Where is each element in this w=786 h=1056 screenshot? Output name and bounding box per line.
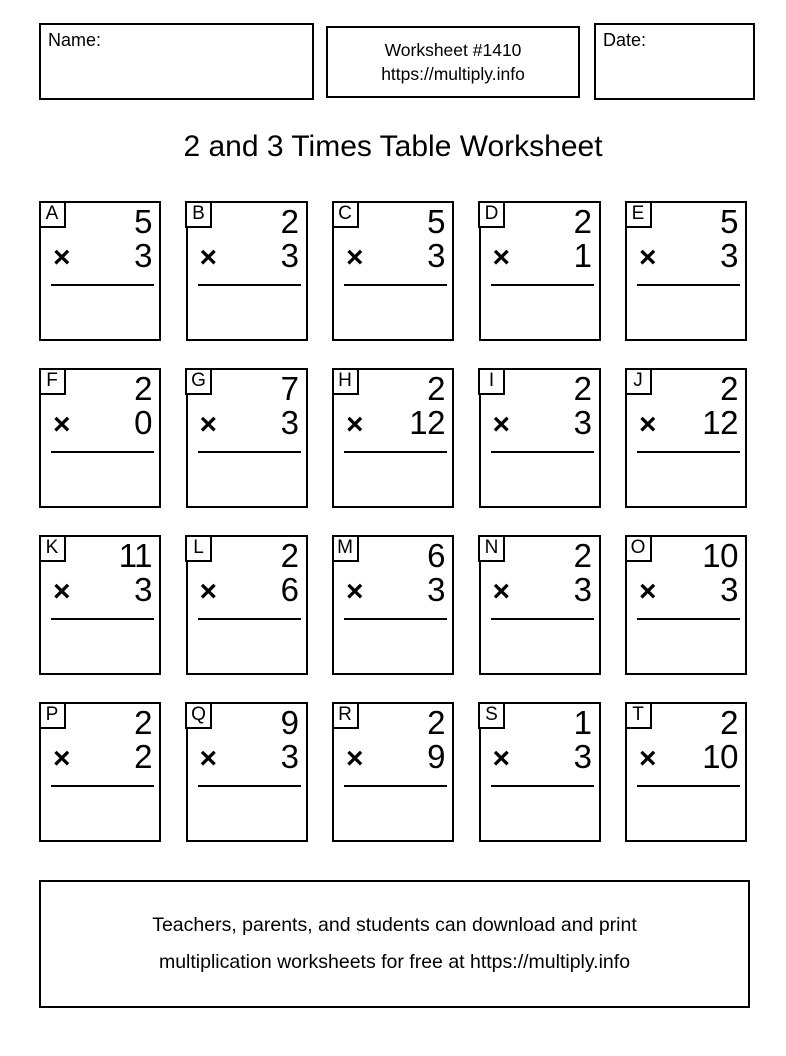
problem-letter-badge xyxy=(625,702,652,729)
multiplicand: 6 xyxy=(427,537,445,574)
multiplier: 3 xyxy=(720,571,738,608)
answer-line xyxy=(344,785,447,787)
answer-line xyxy=(344,618,447,620)
multiplicand: 2 xyxy=(427,370,445,407)
answer-space xyxy=(338,790,448,836)
answer-line xyxy=(637,284,740,286)
multiplier: 12 xyxy=(409,404,445,441)
answer-line xyxy=(51,284,154,286)
answer-line xyxy=(51,785,154,787)
answer-space xyxy=(192,289,302,335)
multiplicand: 2 xyxy=(427,704,445,741)
answer-line xyxy=(198,785,301,787)
problem-letter: E xyxy=(631,203,645,224)
problem-letter: P xyxy=(45,704,59,725)
answer-space xyxy=(45,790,155,836)
multiplicand: 2 xyxy=(720,370,738,407)
problem-letter: R xyxy=(338,704,352,725)
answer-line xyxy=(344,284,447,286)
multiplicand: 2 xyxy=(573,537,592,574)
multiplier: 3 xyxy=(280,404,299,441)
answer-space xyxy=(338,456,448,502)
answer-space xyxy=(338,623,448,669)
multiplicand: 2 xyxy=(720,704,738,741)
answer-space xyxy=(485,623,595,669)
multiply-icon: × xyxy=(346,241,364,274)
answer-line xyxy=(344,451,447,453)
multiplier: 3 xyxy=(720,237,738,274)
multiply-icon: × xyxy=(346,742,364,775)
answer-space xyxy=(338,289,448,335)
problem-letter: B xyxy=(192,203,205,224)
problem-cell xyxy=(479,368,601,508)
problem-letter-badge xyxy=(625,201,652,228)
multiplier: 1 xyxy=(573,237,592,274)
problem-letter: O xyxy=(630,537,646,558)
multiply-icon: × xyxy=(199,241,218,274)
multiplicand: 10 xyxy=(702,537,738,574)
multiply-icon: × xyxy=(346,408,364,441)
multiplicand: 2 xyxy=(573,203,592,240)
problem-cell xyxy=(479,535,601,675)
problem-cell xyxy=(332,368,454,508)
answer-line xyxy=(198,284,301,286)
multiplier: 3 xyxy=(573,571,592,608)
multiplier: 3 xyxy=(134,237,152,274)
problems-grid xyxy=(39,201,747,842)
problem-letter-badge xyxy=(332,702,359,729)
problem-letter-badge xyxy=(39,201,66,228)
problem-letter-badge xyxy=(332,535,359,562)
answer-line xyxy=(491,618,594,620)
multiplier: 2 xyxy=(134,738,152,775)
problem-letter-badge xyxy=(478,201,505,228)
worksheet-number: Worksheet #1410 xyxy=(384,39,522,60)
problem-letter: D xyxy=(484,203,499,224)
answer-line xyxy=(491,785,594,787)
multiplicand: 2 xyxy=(280,203,299,240)
answer-space xyxy=(631,623,741,669)
date-field-box xyxy=(594,23,755,100)
problem-letter-badge xyxy=(185,535,212,562)
multiply-icon: × xyxy=(639,241,657,274)
answer-line xyxy=(637,785,740,787)
worksheet-info-box xyxy=(326,26,580,98)
date-label: Date: xyxy=(603,30,647,50)
answer-space xyxy=(45,456,155,502)
problem-letter-badge xyxy=(478,535,505,562)
problem-letter-badge xyxy=(185,368,212,395)
problem-letter-badge xyxy=(478,368,505,395)
multiplicand: 11 xyxy=(118,537,152,574)
answer-line xyxy=(491,284,594,286)
problem-letter: Q xyxy=(191,704,206,725)
problem-letter: F xyxy=(46,370,58,391)
multiplier: 3 xyxy=(427,237,445,274)
multiply-icon: × xyxy=(639,575,657,608)
answer-line xyxy=(198,451,301,453)
name-field-box xyxy=(39,23,314,100)
multiplier: 0 xyxy=(134,404,152,441)
problem-letter-badge xyxy=(332,368,359,395)
multiplier: 3 xyxy=(427,571,445,608)
problem-letter-badge xyxy=(39,368,66,395)
multiplicand: 1 xyxy=(573,704,592,741)
problem-letter: N xyxy=(484,537,499,558)
problem-cell xyxy=(625,702,747,842)
problem-cell xyxy=(625,201,747,341)
multiply-icon: × xyxy=(199,575,218,608)
problem-letter: C xyxy=(338,203,352,224)
answer-line xyxy=(637,618,740,620)
multiplicand: 5 xyxy=(134,203,152,240)
multiplicand: 9 xyxy=(280,704,299,741)
multiplicand: 2 xyxy=(280,537,299,574)
answer-space xyxy=(485,456,595,502)
answer-line xyxy=(491,451,594,453)
problem-letter: H xyxy=(338,370,352,391)
multiplier: 6 xyxy=(280,571,299,608)
problem-cell xyxy=(39,702,161,842)
problem-cell xyxy=(39,368,161,508)
problem-cell xyxy=(625,535,747,675)
multiplier: 3 xyxy=(573,404,592,441)
answer-space xyxy=(45,289,155,335)
name-label: Name: xyxy=(48,30,102,50)
problem-cell xyxy=(39,201,161,341)
answer-line xyxy=(198,618,301,620)
multiplicand: 5 xyxy=(720,203,738,240)
multiplier: 10 xyxy=(702,738,738,775)
multiply-icon: × xyxy=(53,742,71,775)
multiplicand: 5 xyxy=(427,203,445,240)
answer-space xyxy=(631,289,741,335)
multiply-icon: × xyxy=(639,408,657,441)
multiplicand: 7 xyxy=(280,370,299,407)
problem-letter: S xyxy=(485,704,498,725)
multiplier: 3 xyxy=(280,237,299,274)
answer-space xyxy=(631,790,741,836)
multiplier: 3 xyxy=(280,738,299,775)
answer-line xyxy=(51,618,154,620)
problem-letter-badge xyxy=(332,201,359,228)
problem-letter: M xyxy=(337,537,353,558)
problem-letter-badge xyxy=(478,702,505,729)
problem-letter: A xyxy=(45,203,59,224)
footer-text-line1: Teachers, parents, and students can download and print xyxy=(152,914,637,936)
answer-space xyxy=(485,289,595,335)
page-title: 2 and 3 Times Table Worksheet xyxy=(183,130,603,163)
footer-box xyxy=(39,880,750,1008)
multiply-icon: × xyxy=(492,575,511,608)
multiplier: 12 xyxy=(702,404,738,441)
multiply-icon: × xyxy=(492,408,511,441)
answer-space xyxy=(485,790,595,836)
answer-line xyxy=(51,451,154,453)
problem-letter-badge xyxy=(625,535,652,562)
multiplicand: 2 xyxy=(134,370,152,407)
problem-letter: G xyxy=(191,370,206,391)
answer-line xyxy=(637,451,740,453)
multiplier: 3 xyxy=(573,738,592,775)
multiplicand: 2 xyxy=(573,370,592,407)
worksheet-url: https://multiply.info xyxy=(381,63,525,84)
multiply-icon: × xyxy=(346,575,364,608)
multiplier: 3 xyxy=(134,571,152,608)
problem-letter: L xyxy=(193,537,204,558)
multiplicand: 2 xyxy=(134,704,152,741)
problem-cell xyxy=(186,702,308,842)
answer-space xyxy=(631,456,741,502)
problem-letter: J xyxy=(633,370,643,391)
multiply-icon: × xyxy=(199,742,218,775)
problem-cell xyxy=(39,535,161,675)
multiply-icon: × xyxy=(53,575,71,608)
multiply-icon: × xyxy=(53,241,71,274)
multiply-icon: × xyxy=(492,742,511,775)
problem-cell xyxy=(479,702,601,842)
footer-text-line2: multiplication worksheets for free at https://multiply.info xyxy=(158,951,631,973)
problem-letter-badge xyxy=(39,535,66,562)
multiply-icon: × xyxy=(199,408,218,441)
multiply-icon: × xyxy=(492,241,511,274)
answer-space xyxy=(192,456,302,502)
problem-cell xyxy=(332,201,454,341)
problem-cell xyxy=(332,702,454,842)
multiply-icon: × xyxy=(639,742,657,775)
problem-letter: I xyxy=(488,370,495,391)
multiply-icon: × xyxy=(53,408,71,441)
problem-letter-badge xyxy=(185,702,212,729)
problem-cell xyxy=(332,535,454,675)
answer-space xyxy=(192,790,302,836)
answer-space xyxy=(45,623,155,669)
problem-letter: T xyxy=(632,704,644,725)
problem-cell xyxy=(186,535,308,675)
problem-cell xyxy=(479,201,601,341)
problem-letter: K xyxy=(45,537,59,558)
problem-cell xyxy=(186,368,308,508)
problem-letter-badge xyxy=(625,368,652,395)
problem-letter-badge xyxy=(185,201,212,228)
problem-cell xyxy=(625,368,747,508)
problem-cell xyxy=(186,201,308,341)
answer-space xyxy=(192,623,302,669)
problem-letter-badge xyxy=(39,702,66,729)
multiplier: 9 xyxy=(427,738,445,775)
